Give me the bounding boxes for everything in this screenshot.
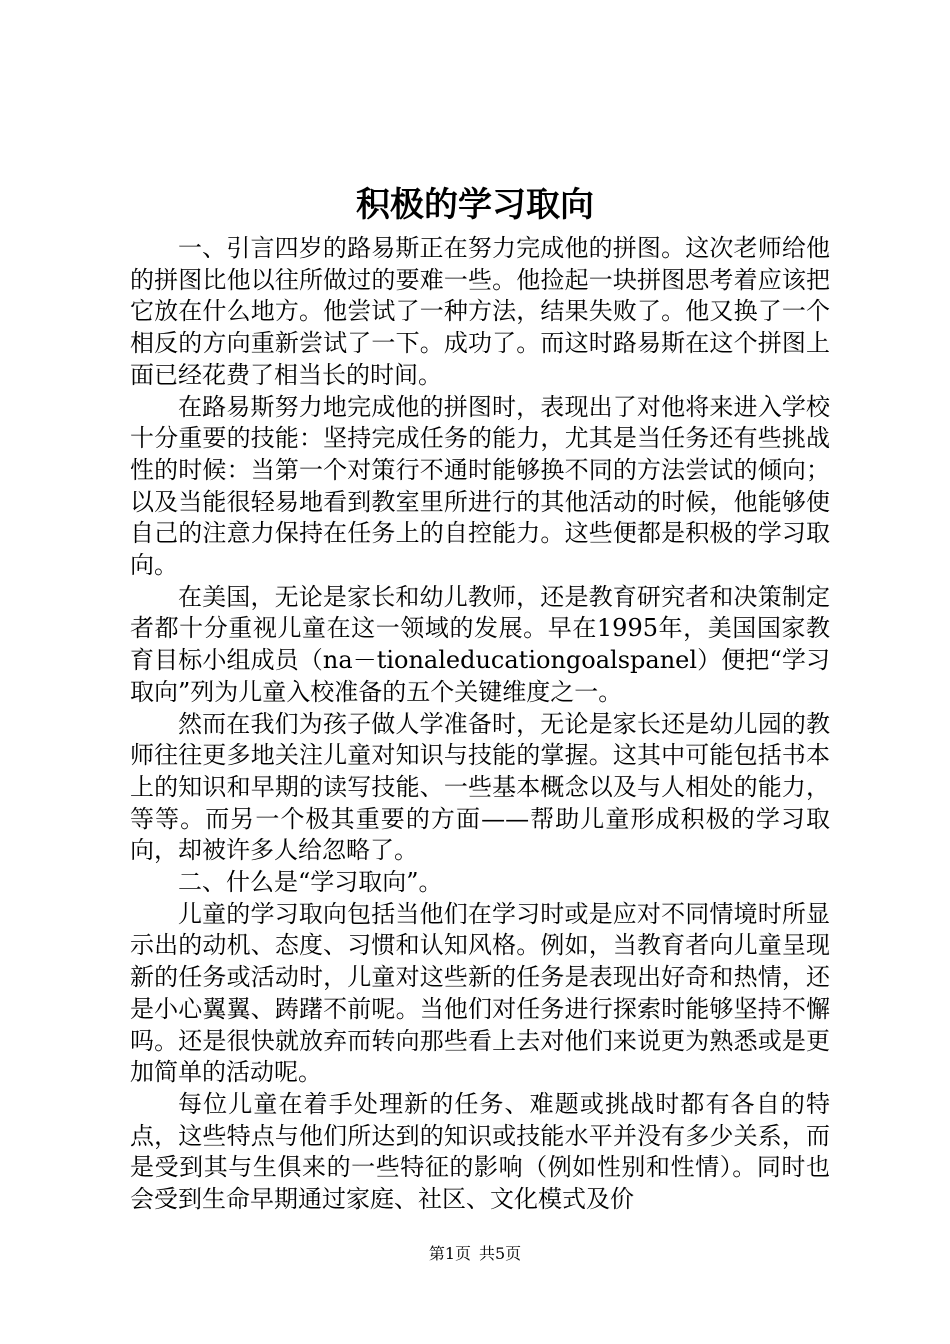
paragraph-4: 然而在我们为孩子做人学准备时，无论是家长还是幼儿园的教师往往更多地关注儿童对知识与技能的掌握。这其中可能包括书本上的知识和早期的读写技能、一些基本概念以及与人相处的能力，等等。而另一个极其重要的方面——帮助儿童形成积极的学习取向，却被许多人给忽略了。 [130, 709, 830, 865]
document-body [130, 233, 830, 1216]
page-footer [0, 1243, 950, 1265]
paragraph-2: 在路易斯努力地完成他的拼图时，表现出了对他将来进入学校十分重要的技能：坚持完成任务的能力，尤其是当任务还有些挑战性的时候：当第一个对策行不通时能够换不同的方法尝试的倾向；以及当能很轻易地看到教室里所进行的其他活动的时候，他能够使自己的注意力保持在任务上的自控能力。这些便都是积极的学习取向。 [130, 392, 830, 580]
paragraph-1: 一、引言四岁的路易斯正在努力完成他的拼图。这次老师给他的拼图比他以往所做过的要难一些。他捡起一块拼图思考着应该把它放在什么地方。他尝试了一种方法，结果失败了。他又换了一个相反的方向重新尝试了一下。成功了。而这时路易斯在这个拼图上面已经花费了相当长的时间。 [130, 234, 830, 389]
page-number-total: 共5页 [479, 1244, 522, 1263]
document-title: 积极的学习取向 [356, 185, 594, 225]
page-number-current: 第1页 [428, 1244, 471, 1263]
paragraph-7: 每位儿童在着手处理新的任务、难题或挑战时都有各自的特点，这些特点与他们所达到的知识或技能水平并没有多少关系，而是受到其与生俱来的一些特征的影响（例如性别和性情）。同时也会受到生命早期通过家庭、社区、文化模式及价 [130, 1089, 830, 1214]
paragraph-3: 在美国，无论是家长和幼儿教师，还是教育研究者和决策制定者都十分重视儿童在这一领域的发展。早在1995年，美国国家教育目标小组成员（na－tionaleducationgoalspanel）便把“学习取向”列为儿童入校准备的五个关键维度之一。 [130, 582, 830, 706]
paragraph-6: 儿童的学习取向包括当他们在学习时或是应对不同情境时所显示出的动机、态度、习惯和认知风格。例如，当教育者向儿童呈现新的任务或活动时，儿童对这些新的任务是表现出好奇和热情，还是小心翼翼、踌躇不前呢。当他们对任务进行探索时能够坚持不懈吗。还是很快就放弃而转向那些看上去对他们来说更为熟悉或是更加简单的活动呢。 [130, 899, 830, 1087]
section-heading-2: 二、什么是“学习取向”。 [178, 868, 443, 897]
